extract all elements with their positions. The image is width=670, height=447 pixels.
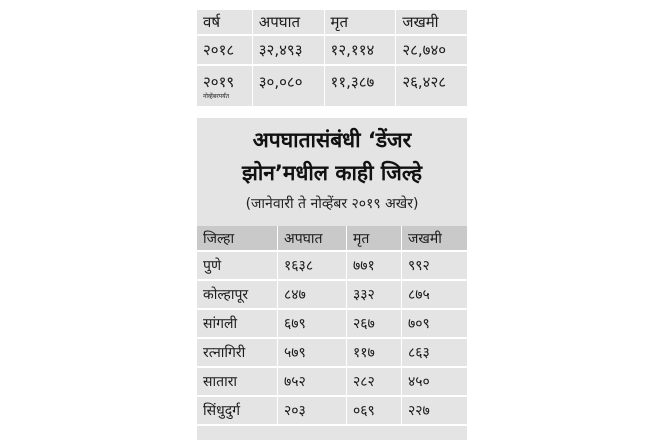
deaths-cell: ११,३८७ — [324, 65, 396, 107]
year-cell — [197, 65, 252, 107]
year-cell: २०१८ — [197, 35, 252, 65]
summary-table — [197, 10, 467, 108]
district-cell: सातारा — [197, 367, 278, 396]
summary-row — [197, 35, 467, 65]
header-injured: जखमी — [402, 226, 468, 251]
district-row — [197, 396, 467, 425]
accidents-cell: ७५२ — [278, 367, 347, 396]
summary-header-row — [197, 10, 467, 35]
accidents-cell: ८४७ — [278, 280, 347, 309]
district-cell: रत्नागिरी — [197, 338, 278, 367]
deaths-cell: ३३२ — [347, 280, 402, 309]
summary-row — [197, 65, 467, 107]
accidents-cell: ३०,०८० — [252, 65, 324, 107]
district-table — [197, 226, 467, 426]
header-accidents: अपघात — [278, 226, 347, 251]
district-cell: सिंधुदुर्ग — [197, 396, 278, 425]
district-row — [197, 367, 467, 396]
year-value: २०१९ — [203, 73, 235, 91]
district-row — [197, 251, 467, 280]
panel-title-line2: झोन’मधील काही जिल्हे — [241, 161, 423, 185]
panel-subtitle: (जानेवारी ते नोव्हेंबर २०१९ अखेर) — [245, 196, 419, 212]
injured-cell: २२७ — [402, 396, 468, 425]
header-accidents: अपघात — [252, 10, 324, 35]
header-deaths: मृत — [347, 226, 402, 251]
district-row — [197, 309, 467, 338]
district-header-row — [197, 226, 467, 251]
accidents-cell: ६७९ — [278, 309, 347, 338]
accidents-cell: ५७९ — [278, 338, 347, 367]
district-row — [197, 280, 467, 309]
year-note: नोव्हेंबरपर्यंत — [203, 93, 229, 100]
injured-cell: २८,७४० — [396, 35, 467, 65]
injured-cell: ८६३ — [402, 338, 468, 367]
district-row — [197, 338, 467, 367]
panel-title-line1: अपघातासंबंधी ‘डेंजर — [252, 128, 412, 152]
deaths-cell: १२,११४ — [324, 35, 396, 65]
deaths-cell: २८२ — [347, 367, 402, 396]
accidents-cell: १६३८ — [278, 251, 347, 280]
deaths-cell: ११७ — [347, 338, 402, 367]
header-deaths: मृत — [324, 10, 396, 35]
district-cell: कोल्हापूर — [197, 280, 278, 309]
injured-cell: ८७५ — [402, 280, 468, 309]
deaths-cell: ०६९ — [347, 396, 402, 425]
header-district: जिल्हा — [197, 226, 278, 251]
deaths-cell: २६७ — [347, 309, 402, 338]
accidents-cell: ३२,४९३ — [252, 35, 324, 65]
accidents-cell: २०३ — [278, 396, 347, 425]
district-panel — [197, 118, 467, 440]
district-cell: पुणे — [197, 251, 278, 280]
deaths-cell: ७७१ — [347, 251, 402, 280]
header-injured: जखमी — [396, 10, 467, 35]
injured-cell: ७०९ — [402, 309, 468, 338]
district-cell: सांगली — [197, 309, 278, 338]
injured-cell: ९९२ — [402, 251, 468, 280]
injured-cell: ४५० — [402, 367, 468, 396]
header-year: वर्ष — [197, 10, 252, 35]
injured-cell: २६,४२८ — [396, 65, 467, 107]
